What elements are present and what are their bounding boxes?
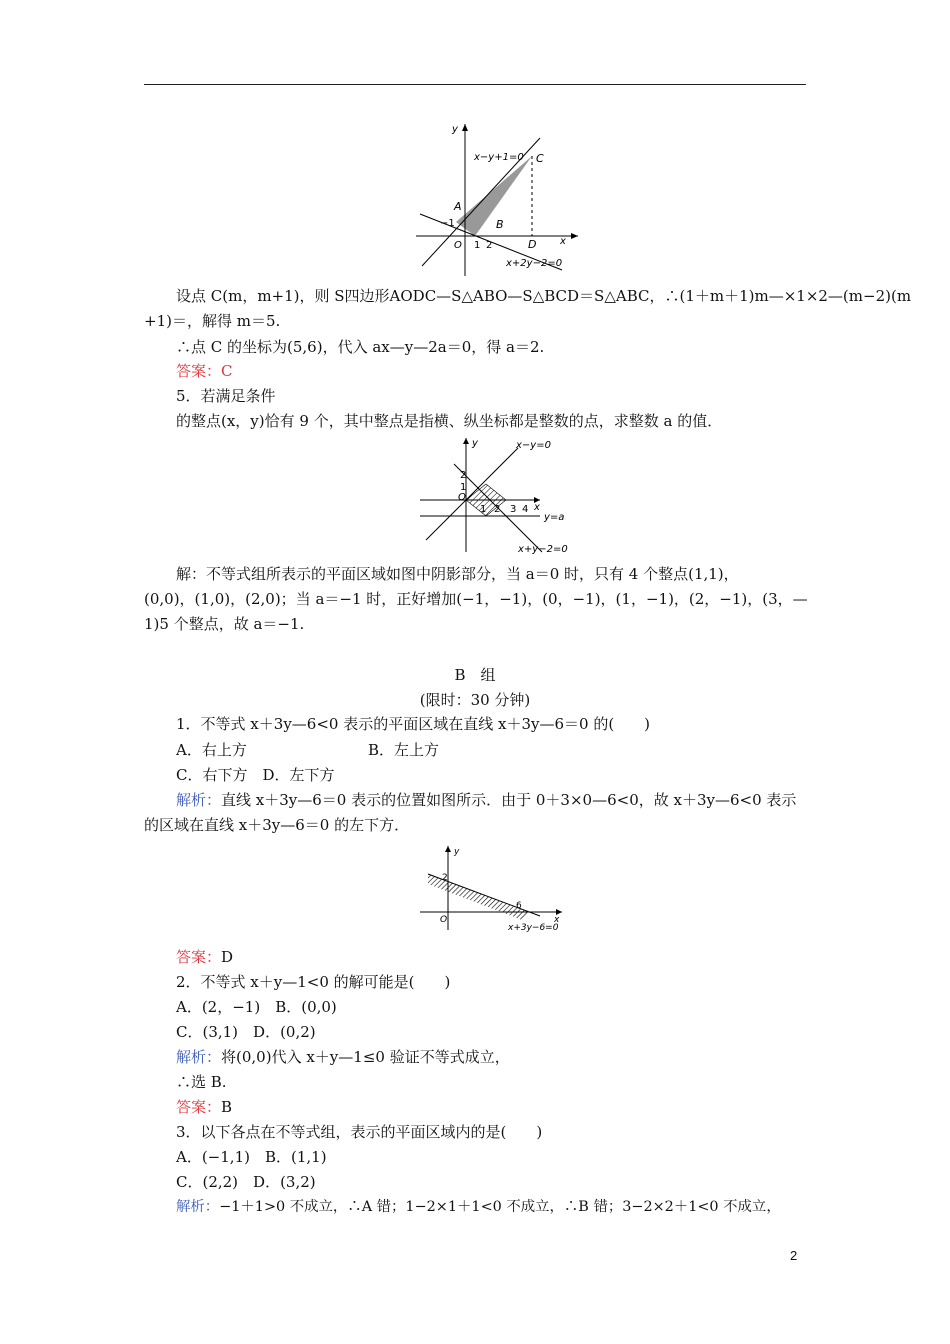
section-time-limit: (限时：30 分钟) bbox=[419, 691, 531, 709]
question-1-options-cd: C．右下方 D．左下方 bbox=[176, 766, 335, 784]
y-label: y bbox=[452, 124, 458, 135]
text-line: 的区域在直线 x＋3y—6＝0 的左下方． bbox=[144, 816, 410, 834]
answer-value: D bbox=[221, 948, 234, 966]
tick-y2: 2 bbox=[460, 470, 467, 481]
origin-o: O bbox=[454, 240, 462, 251]
y-arrow bbox=[445, 846, 451, 852]
line1-label: x−y=0 bbox=[516, 440, 551, 451]
line-label: x+3y−6=0 bbox=[508, 923, 559, 933]
text-line: ∴点 C 的坐标为(5,6)，代入 ax—y—2a＝0，得 a＝2. bbox=[176, 338, 545, 356]
question-3-stem: 3．以下各点在不等式组，表示的平面区域内的是( ) bbox=[176, 1123, 543, 1141]
shaded-triangle-abc bbox=[456, 156, 532, 236]
answer-label: 答案： bbox=[176, 948, 222, 966]
point-d: D bbox=[528, 238, 537, 251]
origin-o: O bbox=[458, 492, 466, 503]
text-line: 设点 C(m，m+1)，则 S四边形AODC—S△ABO—S△BCD＝S△ABC，∴(1＋m＋1)m—×1×2—(m−2)(m bbox=[176, 287, 912, 305]
point-c: C bbox=[536, 152, 544, 165]
question-1-options-ab bbox=[176, 739, 806, 761]
option-b: B．左上方 bbox=[368, 741, 440, 759]
answer-value: C bbox=[221, 362, 233, 380]
line1-label: x−y+1=0 bbox=[474, 152, 524, 163]
y-label: y bbox=[454, 847, 460, 857]
tick-1: 1 bbox=[480, 504, 487, 515]
figure-integer-points bbox=[414, 434, 574, 560]
analysis-text: 直线 x＋3y—6＝0 表示的位置如图所示．由于 0＋3×0—6<0，故 x＋3y—6<0 表示 bbox=[221, 791, 797, 809]
tick-y1: 1 bbox=[460, 482, 467, 493]
origin-o: O bbox=[440, 915, 448, 925]
question-3-options-ab: A．(−1,1) B．(1,1) bbox=[176, 1148, 327, 1166]
answer-line bbox=[176, 1096, 806, 1118]
text-line: +1)＝，解得 m＝5. bbox=[144, 312, 281, 330]
x-label: x bbox=[534, 502, 540, 513]
answer-value: B bbox=[221, 1098, 233, 1116]
page-number: 2 bbox=[790, 1248, 798, 1263]
point-a: A bbox=[454, 200, 462, 213]
text-line: ∴选 B. bbox=[176, 1073, 227, 1091]
tick-6: 6 bbox=[516, 901, 522, 911]
tick-1: 1 bbox=[474, 240, 481, 251]
analysis-text: 将(0,0)代入 x＋y—1≤0 验证不等式成立， bbox=[221, 1048, 510, 1066]
tick-2: 2 bbox=[486, 240, 493, 251]
line2-label: x+2y−2=0 bbox=[506, 258, 563, 269]
tick-4: 4 bbox=[522, 504, 529, 515]
analysis-line bbox=[176, 1046, 806, 1068]
line3-label: y=a bbox=[544, 512, 565, 523]
analysis-label: 解析： bbox=[176, 1199, 220, 1215]
section-title: B 组 bbox=[454, 666, 496, 684]
question-2-stem: 2．不等式 x＋y—1<0 的解可能是( ) bbox=[176, 973, 451, 991]
text-line: (0,0)，(1,0)，(2,0)；当 a＝−1 时，正好增加(−1，−1)，(0，−1)，(1，−1)，(2，−1)，(3，— bbox=[144, 590, 808, 608]
x-label: x bbox=[560, 236, 566, 247]
answer-label: 答案： bbox=[176, 362, 222, 380]
tick-2: 2 bbox=[494, 504, 501, 515]
y-arrow bbox=[462, 124, 468, 131]
tick-neg1: −1 bbox=[440, 218, 455, 229]
tick-2: 2 bbox=[442, 873, 448, 883]
analysis-label: 解析： bbox=[176, 791, 222, 809]
x-arrow bbox=[571, 233, 578, 239]
figure-quadrilateral bbox=[412, 118, 582, 280]
question-2-options-cd: C．(3,1) D．(0,2) bbox=[176, 1023, 316, 1041]
analysis-line bbox=[176, 789, 806, 811]
analysis-text: −1＋1>0 不成立，∴A 错；1−2×1＋1<0 不成立，∴B 错；3−2×2＋1<0 不成立， bbox=[219, 1199, 781, 1215]
question-2-options-ab: A．(2，−1) B．(0,0) bbox=[176, 998, 337, 1016]
analysis-line bbox=[176, 1196, 806, 1218]
x-label: x bbox=[554, 915, 560, 925]
text-line: 1)5 个整点，故 a＝−1. bbox=[144, 615, 305, 633]
line2-label: x+y−2=0 bbox=[518, 544, 568, 555]
analysis-label: 解析： bbox=[176, 1048, 222, 1066]
point-b: B bbox=[496, 218, 504, 231]
answer-label: 答案： bbox=[176, 1098, 222, 1116]
question-5-title: 5．若满足条件 bbox=[176, 387, 276, 405]
line-x-y bbox=[426, 448, 518, 540]
y-label: y bbox=[472, 438, 478, 449]
question-3-options-cd: C．(2,2) D．(3,2) bbox=[176, 1173, 316, 1191]
text-line: 解：不等式组所表示的平面区域如图中阴影部分，当 a＝0 时，只有 4 个整点(1,1)， bbox=[176, 565, 739, 583]
answer-line bbox=[176, 946, 806, 968]
option-a: A．右上方 bbox=[176, 741, 247, 759]
y-arrow bbox=[463, 438, 469, 444]
header-rule bbox=[144, 84, 806, 85]
answer-line bbox=[176, 360, 806, 382]
tick-3: 3 bbox=[510, 504, 517, 515]
figure-line-region bbox=[414, 842, 566, 934]
question-5-body: 的整点(x，y)恰有 9 个，其中整点是指横、纵坐标都是整数的点，求整数 a 的值． bbox=[176, 412, 723, 430]
question-1-stem: 1．不等式 x＋3y—6<0 表示的平面区域在直线 x＋3y—6＝0 的( ) bbox=[176, 715, 651, 733]
